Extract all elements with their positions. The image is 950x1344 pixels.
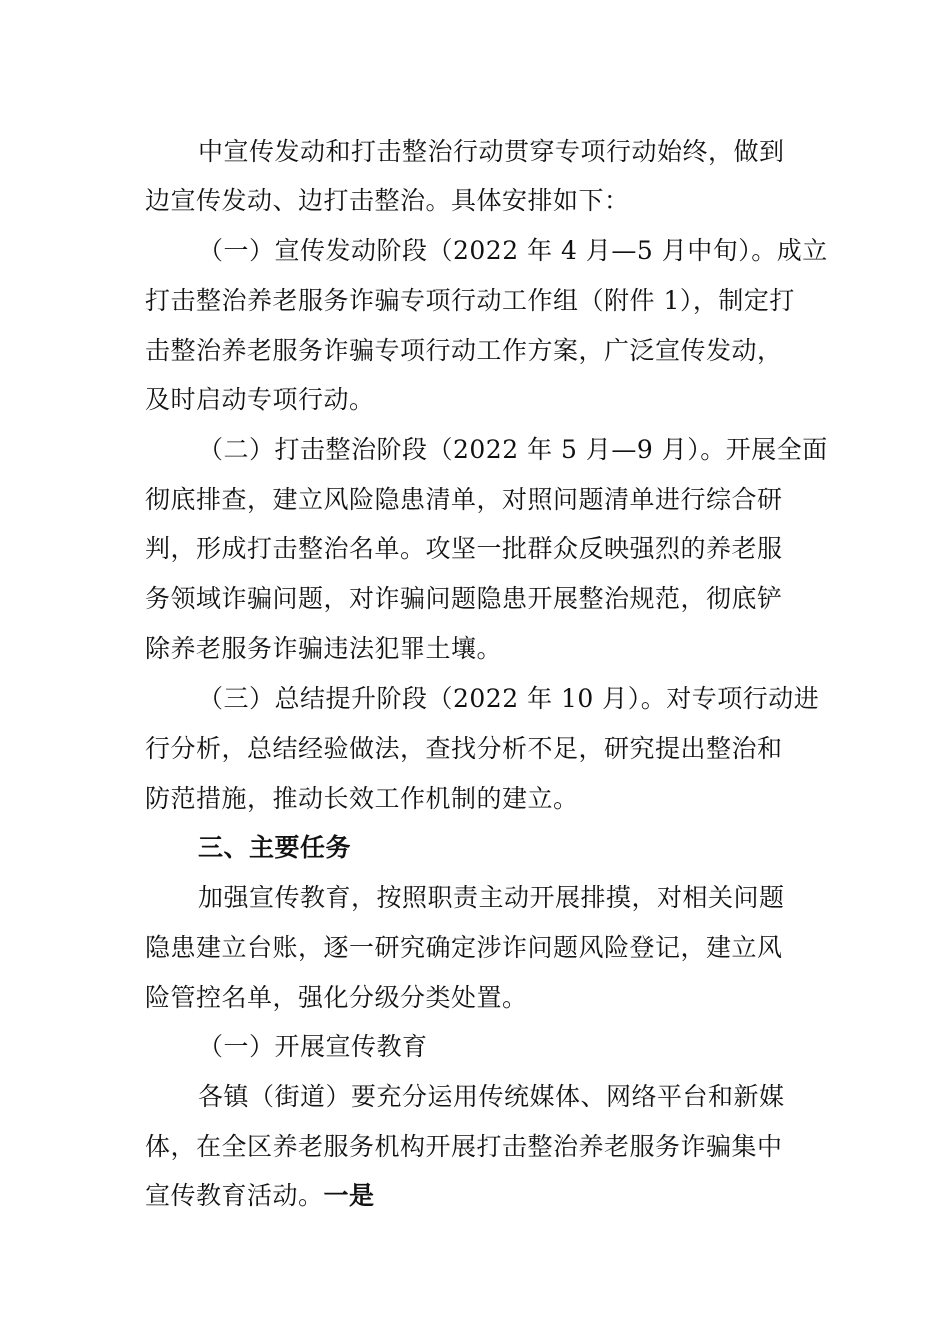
paragraph-2-line-4: 及时启动专项行动。: [145, 385, 375, 414]
paragraph-1-line-1: 中宣传发动和打击整治行动贯穿专项行动始终，做到: [198, 137, 785, 166]
paragraph-4-line-3: 防范措施，推动长效工作机制的建立。: [145, 784, 579, 813]
paragraph-3-line-2: 彻底排查，建立风险隐患清单，对照问题清单进行综合研: [145, 485, 783, 514]
paragraph-6-line-3-text: 宣传教育活动。: [145, 1181, 324, 1210]
paragraph-5-line-2: 隐患建立台账，逐一研究确定涉诈问题风险登记，建立风: [145, 933, 783, 962]
paragraph-6-line-1: 各镇（街道）要充分运用传统媒体、网络平台和新媒: [198, 1082, 785, 1111]
paragraph-3-line-3: 判，形成打击整治名单。攻坚一批群众反映强烈的养老服: [145, 534, 783, 563]
paragraph-3-line-1: （二）打击整治阶段（2022 年 5 月—9 月）。开展全面: [198, 435, 828, 464]
paragraph-6-line-2: 体，在全区养老服务机构开展打击整治养老服务诈骗集中: [145, 1132, 783, 1161]
paragraph-4-line-1: （三）总结提升阶段（2022 年 10 月）。对专项行动进: [198, 684, 820, 713]
paragraph-5-line-1: 加强宣传教育，按照职责主动开展排摸，对相关问题: [198, 883, 785, 912]
paragraph-4-line-2: 行分析，总结经验做法，查找分析不足，研究提出整治和: [145, 734, 783, 763]
section-heading-main-tasks: 三、主要任务: [198, 833, 352, 862]
paragraph-3-line-5: 除养老服务诈骗违法犯罪土壤。: [145, 634, 503, 663]
paragraph-2-line-2: 打击整治养老服务诈骗专项行动工作组（附件 1），制定打: [145, 286, 795, 315]
paragraph-6-bold-lead: 一是: [323, 1181, 375, 1210]
paragraph-2-line-1: （一）宣传发动阶段（2022 年 4 月—5 月中旬）。成立: [198, 236, 828, 265]
paragraph-6-line-3: [145, 1181, 375, 1211]
paragraph-1-line-2: 边宣传发动、边打击整治。具体安排如下：: [145, 186, 630, 215]
paragraph-3-line-4: 务领域诈骗问题，对诈骗问题隐患开展整治规范，彻底铲: [145, 584, 783, 613]
paragraph-2-line-3: 击整治养老服务诈骗专项行动工作方案，广泛宣传发动，: [145, 336, 783, 365]
subsection-heading-publicity: （一）开展宣传教育: [198, 1032, 428, 1061]
paragraph-5-line-3: 险管控名单，强化分级分类处置。: [145, 983, 528, 1012]
